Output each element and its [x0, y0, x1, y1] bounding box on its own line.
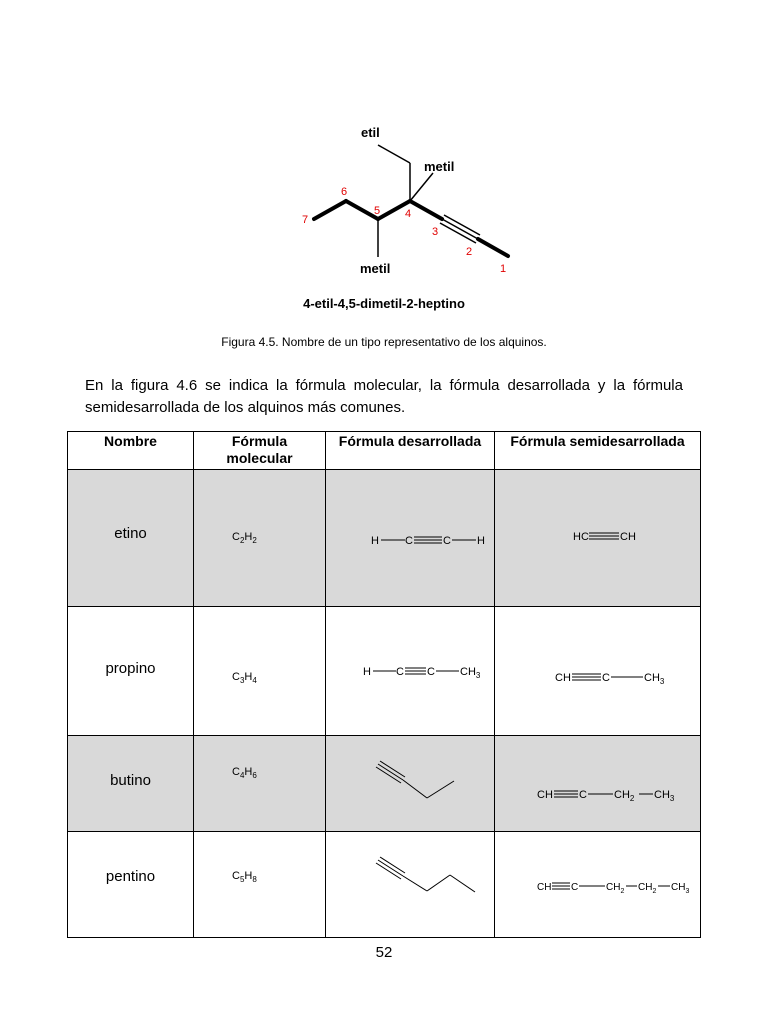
- svg-text:C: C: [443, 534, 451, 547]
- semideveloped-formula-propino: [495, 607, 701, 736]
- developed-structure: [326, 736, 495, 826]
- svg-text:CH: CH: [537, 882, 552, 893]
- carbon-number-1: 1: [500, 263, 507, 275]
- svg-text:CH3: $CH_3$: [644, 672, 665, 686]
- svg-text:CH: CH: [537, 789, 553, 801]
- carbon-number-2: 2: [466, 246, 473, 258]
- developed-formula-butino: [326, 736, 495, 832]
- molecular-formula-etino: $C_2H_2$: [194, 470, 326, 607]
- developed-formula-propino: [326, 607, 495, 736]
- developed-formula-etino: [326, 470, 495, 607]
- svg-text:CH2: $CH_2$: [638, 882, 657, 895]
- etil-label: etil: [361, 125, 380, 140]
- svg-text:C: C: [396, 666, 404, 678]
- svg-text:C: C: [405, 534, 413, 547]
- semideveloped-formula-butino: [495, 736, 701, 832]
- header-nombre: Nombre: [68, 432, 194, 470]
- semideveloped-formula-pentino: [495, 832, 701, 938]
- heptyne-structure-diagram: [290, 115, 530, 285]
- carbon-number-5: 5: [374, 205, 381, 217]
- carbon-number-4: 4: [405, 208, 412, 220]
- carbon-number-3: 3: [432, 226, 439, 238]
- semideveloped-structure: [495, 665, 701, 695]
- row-name-etino: etino: [68, 470, 194, 607]
- developed-structure: [326, 832, 495, 932]
- developed-structure: [326, 516, 495, 556]
- molecular-formula-pentino: $C_5H_8$: [194, 832, 326, 938]
- header-formula-molecular: Fórmula molecular: [194, 432, 326, 470]
- developed-formula-pentino: [326, 832, 495, 938]
- semideveloped-structure: [495, 516, 701, 556]
- header-formula-semidesarrollada: Fórmula semidesarrollada: [495, 432, 701, 470]
- table-header-row: [68, 432, 701, 470]
- svg-text:H: H: [477, 534, 485, 547]
- table-row: [68, 607, 701, 736]
- svg-text:C: C: [427, 666, 435, 678]
- row-name-propino: propino: [68, 607, 194, 736]
- table-row: [68, 736, 701, 832]
- table-row: [68, 470, 701, 607]
- row-name-butino: butino: [68, 736, 194, 832]
- svg-text:CH: CH: [555, 672, 571, 684]
- figure-caption: Figura 4.5. Nombre de un tipo representativo de los alquinos.: [221, 335, 547, 349]
- svg-text:CH2: $CH_2$: [614, 789, 635, 803]
- compound-name: 4-etil-4,5-dimetil-2-heptino: [303, 296, 465, 311]
- svg-text:C: C: [602, 672, 610, 684]
- developed-structure: [326, 659, 495, 689]
- svg-text:C: C: [579, 789, 587, 801]
- semideveloped-structure: [495, 782, 701, 812]
- molecular-formula-butino: $C_4H_6$: [194, 736, 326, 832]
- svg-text:CH3: $CH_3$: [671, 882, 690, 895]
- table-row: [68, 832, 701, 938]
- semideveloped-formula-etino: [495, 470, 701, 607]
- svg-text:CH3: $CH_3$: [460, 666, 481, 680]
- svg-text:H: H: [371, 534, 379, 547]
- row-name-pentino: pentino: [68, 832, 194, 938]
- molecular-formula-propino: $C_3H_4$: [194, 607, 326, 736]
- metil-bottom-label: metil: [360, 261, 391, 276]
- svg-text:HC: HC: [573, 530, 589, 543]
- alkynes-table: [67, 431, 701, 938]
- svg-text:H: H: [363, 666, 371, 678]
- semideveloped-structure: [495, 874, 701, 904]
- svg-text:CH3: $CH_3$: [654, 789, 675, 803]
- carbon-number-7: 7: [302, 214, 309, 226]
- page-number: 52: [375, 944, 393, 961]
- svg-text:C: C: [571, 882, 579, 893]
- svg-text:CH: CH: [620, 530, 636, 543]
- header-formula-desarrollada: Fórmula desarrollada: [326, 432, 495, 470]
- svg-text:CH2: $CH_2$: [606, 882, 625, 895]
- intro-paragraph: En la figura 4.6 se indica la fórmula molecular, la fórmula desarrollada y la fórmula semidesarrollada de los alquinos más comunes.: [85, 377, 683, 416]
- carbon-number-6: 6: [341, 186, 348, 198]
- metil-top-label: metil: [424, 159, 455, 174]
